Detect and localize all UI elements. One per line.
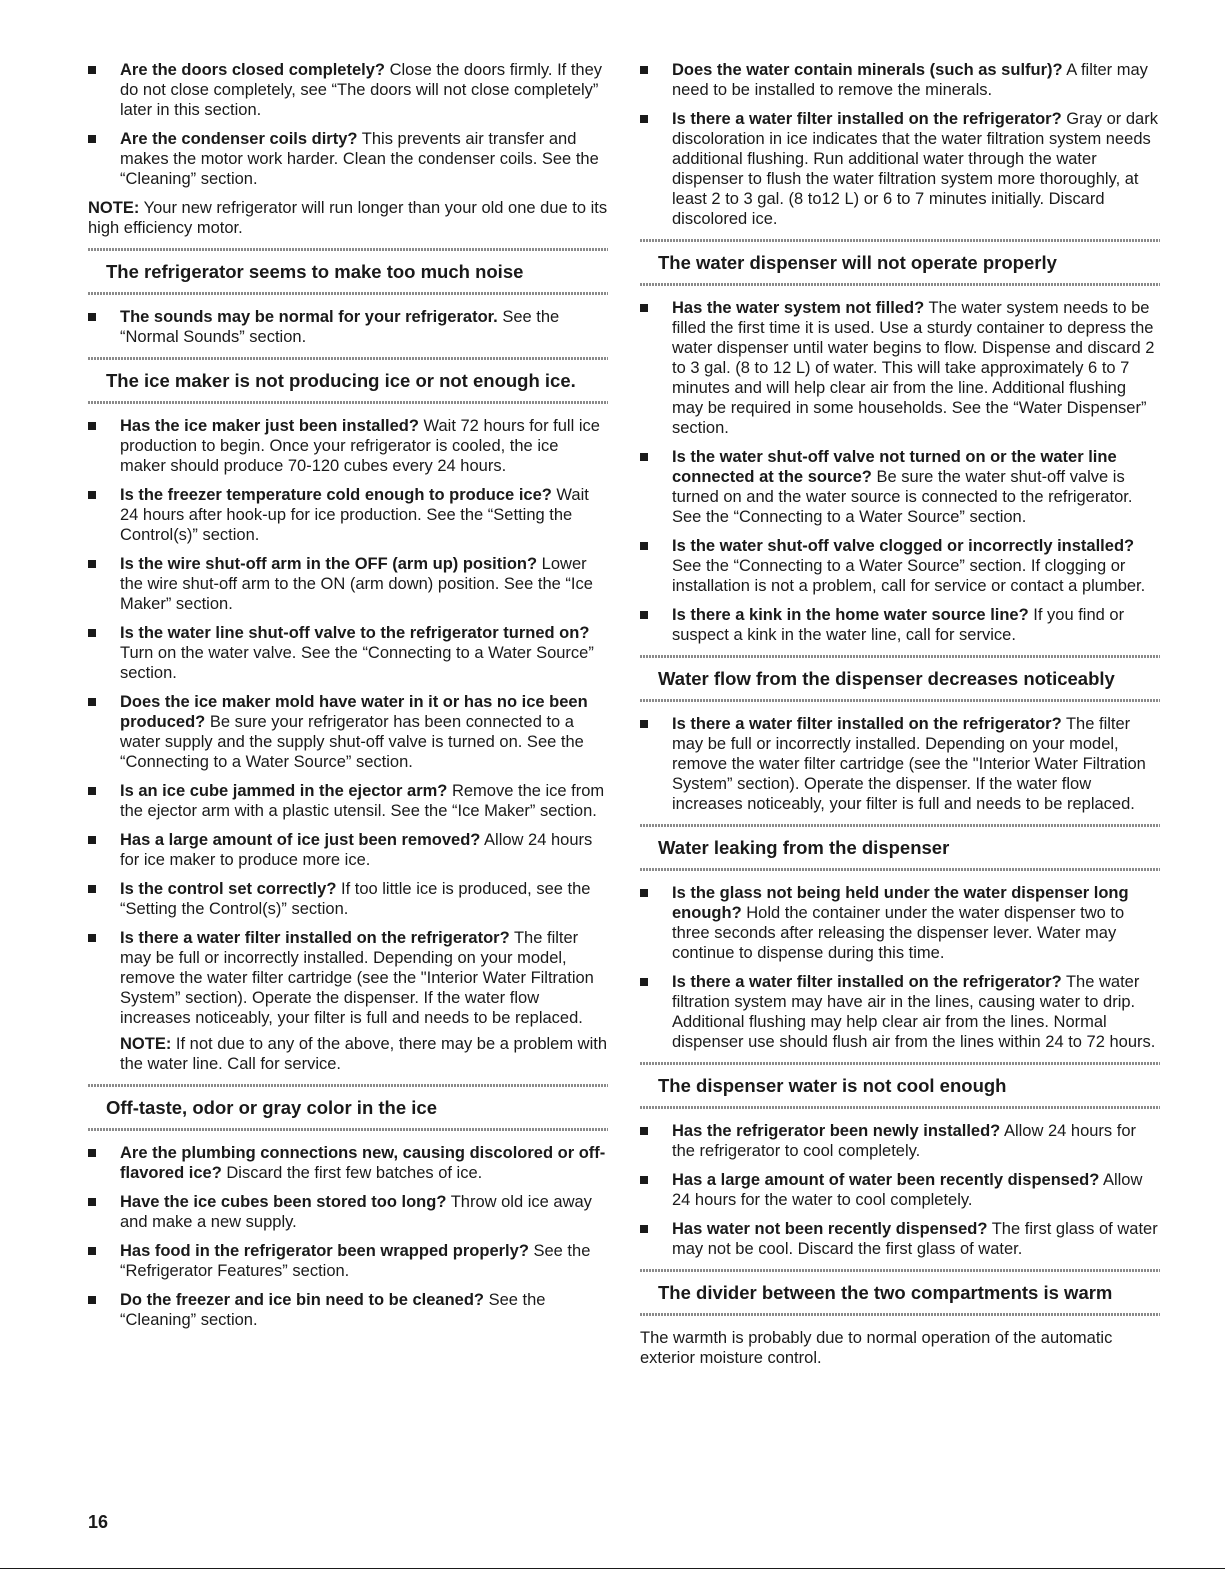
bullet-icon — [88, 836, 96, 844]
bullet-icon — [640, 1176, 648, 1184]
bullet-icon — [640, 304, 648, 312]
list-item — [640, 60, 1160, 100]
question-text: Is the water shut-off valve clogged or incorrectly installed? — [672, 537, 1135, 555]
question-text: Is there a water filter installed on the refrigerator? — [120, 929, 510, 947]
question-text: Is the control set correctly? — [120, 880, 337, 898]
answer-text: Wait 72 hours for full ice production to begin. Once your refrigerator is cooled, the ice maker should produce 70-120 cubes every 24 hours. — [120, 417, 600, 475]
section-title: The dispenser water is not cool enough — [658, 1075, 1007, 1096]
list-item — [88, 879, 608, 919]
question-text: Is the wire shut-off arm in the OFF (arm up) position? — [120, 555, 538, 573]
bullet-icon — [640, 611, 648, 619]
list-item — [88, 623, 608, 683]
answer-text: Close the doors firmly. If they do not close completely, see “The doors will not close completely” later in this section. — [120, 61, 603, 119]
list-item — [640, 714, 1160, 814]
bullet-icon — [88, 313, 96, 321]
answer-text: Be sure your refrigerator has been connected to a water supply and the supply shut-off valve is turned on. See the “Connecting to a Water Source” section. — [120, 713, 584, 771]
answer-text: If too little ice is produced, see the “Setting the Control(s)” section. — [120, 880, 591, 918]
list-item — [640, 447, 1160, 527]
bullet-icon — [640, 453, 648, 461]
list-item — [88, 692, 608, 772]
answer-text: See the “Refrigerator Features” section. — [120, 1242, 591, 1280]
question-text: Is an ice cube jammed in the ejector arm? — [120, 782, 448, 800]
note-text: If not due to any of the above, there may be a problem with the water line. Call for service. — [120, 1035, 608, 1073]
list-item — [88, 781, 608, 821]
answer-text: If you find or suspect a kink in the water line, call for service. — [672, 606, 1125, 644]
footer-divider — [0, 1568, 1225, 1569]
list-item — [88, 554, 608, 614]
question-text: Is there a water filter installed on the refrigerator? — [672, 973, 1062, 991]
question-text: Has food in the refrigerator been wrapped properly? — [120, 1242, 529, 1260]
note-paragraph — [88, 198, 608, 238]
left-column — [88, 60, 608, 1339]
question-text: Has a large amount of ice just been removed? — [120, 831, 481, 849]
bullet-icon — [88, 885, 96, 893]
question-text: Has water not been recently dispensed? — [672, 1220, 988, 1238]
bullet-icon — [640, 978, 648, 986]
question-text: Has the refrigerator been newly installed? — [672, 1122, 1001, 1140]
answer-text: The water filtration system may have air in the lines, causing water to drip. Additional flushing may help clear air from the lines. Normal dispenser use should flush air from the lines within 24 to 72 hours. — [672, 973, 1156, 1051]
question-text: Has the water system not filled? — [672, 299, 925, 317]
question-text: Are the condenser coils dirty? — [120, 130, 358, 148]
bullet-icon — [88, 422, 96, 430]
question-text: Have the ice cubes been stored too long? — [120, 1193, 447, 1211]
section-title: Off-taste, odor or gray color in the ice — [106, 1097, 437, 1118]
body-paragraph: The warmth is probably due to normal operation of the automatic exterior moisture control. — [640, 1329, 1113, 1367]
question-text: Are the plumbing connections new, causing discolored or off-flavored ice? — [120, 1144, 606, 1182]
bullet-icon — [88, 934, 96, 942]
question-text: Is the freezer temperature cold enough to produce ice? — [120, 486, 552, 504]
answer-text: Allow 24 hours for ice maker to produce more ice. — [120, 831, 593, 869]
section-title: The refrigerator seems to make too much noise — [106, 261, 524, 282]
page-number: 16 — [88, 1512, 109, 1532]
bullet-icon — [640, 1225, 648, 1233]
answer-text: Turn on the water valve. See the “Connecting to a Water Source” section. — [120, 644, 594, 682]
section-heading — [640, 1269, 1160, 1316]
list-item — [88, 60, 608, 120]
section-title: Water flow from the dispenser decreases noticeably — [658, 668, 1115, 689]
answer-text: Gray or dark discoloration in ice indicates that the water filtration system needs additional flushing. Run additional water through the water dispenser to flush the water filtration system more thoroughly, at least 2 to 3 gal. (8 to12 L) or 6 to 7 minutes initially. Discard discolored ice. — [672, 110, 1158, 228]
answer-text: See the “Normal Sounds” section. — [120, 308, 560, 346]
list-item — [88, 485, 608, 545]
list-item — [88, 928, 608, 1074]
list-item — [640, 605, 1160, 645]
answer-text: Allow 24 hours for the water to cool completely. — [672, 1171, 1143, 1209]
answer-text: The filter may be full or incorrectly installed. Depending on your model, remove the water filter cartridge (see the "Interior Water Filtration System” section). Operate the dispenser. If the water flow increases noticeably, your filter is full and needs to be replaced. — [672, 715, 1146, 813]
question-text: Do the freezer and ice bin need to be cleaned? — [120, 1291, 484, 1309]
question-text: Has the ice maker just been installed? — [120, 417, 419, 435]
bullet-icon — [88, 1296, 96, 1304]
question-text: Does the ice maker mold have water in it or has no ice been produced? — [120, 693, 588, 731]
section-heading — [88, 357, 608, 404]
question-text: The sounds may be normal for your refrigerator. — [120, 308, 498, 326]
section-heading — [640, 824, 1160, 871]
bullet-icon — [88, 560, 96, 568]
answer-text: Be sure the water shut-off valve is turned on and the water source is connected to the refrigerator. See the “Connecting to a Water Source” section. — [672, 468, 1133, 526]
list-item — [88, 1143, 608, 1183]
bullet-icon — [88, 491, 96, 499]
list-item — [640, 883, 1160, 963]
bullet-icon — [640, 542, 648, 550]
list-item — [88, 830, 608, 870]
answer-text: The first glass of water may not be cool. Discard the first glass of water. — [672, 1220, 1158, 1258]
bullet-icon — [640, 720, 648, 728]
section-title: The water dispenser will not operate properly — [658, 252, 1057, 273]
bullet-icon — [88, 1149, 96, 1157]
bullet-icon — [88, 66, 96, 74]
bullet-icon — [88, 1198, 96, 1206]
section-heading — [640, 239, 1160, 286]
note-text: Your new refrigerator will run longer than your old one due to its high efficiency motor. — [88, 199, 608, 237]
section-title: The divider between the two compartments is warm — [658, 1282, 1113, 1303]
question-text: Is there a kink in the home water source line? — [672, 606, 1029, 624]
answer-text: See the “Cleaning” section. — [120, 1291, 546, 1329]
answer-text: Hold the container under the water dispenser two to three seconds after releasing the dispenser lever. Water may continue to dispense during this time. — [672, 904, 1125, 962]
right-column — [640, 60, 1160, 1378]
bullet-icon — [88, 698, 96, 706]
list-item — [640, 1219, 1160, 1259]
bullet-icon — [640, 889, 648, 897]
answer-text: Discard the first few batches of ice. — [221, 1164, 483, 1182]
list-item — [640, 536, 1160, 596]
note-label: NOTE: — [120, 1035, 172, 1053]
bullet-icon — [88, 629, 96, 637]
question-text: Is the glass not being held under the water dispenser long enough? — [672, 884, 1129, 922]
bullet-icon — [88, 1247, 96, 1255]
answer-text: See the “Connecting to a Water Source” section. If clogging or installation is not a problem, call for service or contact a plumber. — [672, 557, 1146, 595]
answer-text: The water system needs to be filled the first time it is used. Use a sturdy container to depress the water dispenser until water begins to flow. Dispense and discard 2 to 3 gal. (8 to 12 L) of water. This will take approximately 6 to 7 minutes and will help clear air from the line. Additional flushing may be required in some households. See the “Water Dispenser” section. — [672, 299, 1155, 437]
question-text: Is the water line shut-off valve to the refrigerator turned on? — [120, 624, 590, 642]
note-label: NOTE: — [88, 199, 140, 217]
list-item — [640, 972, 1160, 1052]
answer-text: A filter may need to be installed to remove the minerals. — [672, 61, 1148, 99]
list-item — [640, 109, 1160, 229]
answer-text: This prevents air transfer and makes the motor work harder. Clean the condenser coils. See the “Cleaning” section. — [120, 130, 599, 188]
list-item — [88, 1192, 608, 1232]
answer-text: Allow 24 hours for the refrigerator to cool completely. — [672, 1122, 1137, 1160]
question-text: Is there a water filter installed on the refrigerator? — [672, 715, 1062, 733]
question-text: Does the water contain minerals (such as sulfur)? — [672, 61, 1063, 79]
section-heading — [640, 655, 1160, 702]
list-item — [88, 307, 608, 347]
bullet-icon — [640, 66, 648, 74]
question-text: Is the water shut-off valve not turned on or the water line connected at the source? — [672, 448, 1117, 486]
bullet-icon — [640, 1127, 648, 1135]
item-note — [120, 1034, 608, 1074]
answer-text: Lower the wire shut-off arm to the ON (arm down) position. See the “Ice Maker” section. — [120, 555, 593, 613]
question-text: Are the doors closed completely? — [120, 61, 385, 79]
list-item — [88, 1290, 608, 1330]
section-heading — [640, 1062, 1160, 1109]
list-item — [640, 298, 1160, 438]
answer-text: Wait 24 hours after hook-up for ice production. See the “Setting the Control(s)” section. — [120, 486, 589, 544]
answer-text: Remove the ice from the ejector arm with a plastic utensil. See the “Ice Maker” section. — [120, 782, 605, 820]
list-item — [88, 416, 608, 476]
section-title: Water leaking from the dispenser — [658, 837, 950, 858]
bullet-icon — [640, 115, 648, 123]
answer-text: Throw old ice away and make a new supply. — [120, 1193, 592, 1231]
list-item — [640, 1170, 1160, 1210]
section-title: The ice maker is not producing ice or not enough ice. — [106, 370, 576, 391]
bullet-icon — [88, 787, 96, 795]
section-heading — [88, 1084, 608, 1131]
bullet-icon — [88, 135, 96, 143]
question-text: Has a large amount of water been recently dispensed? — [672, 1171, 1100, 1189]
question-text: Is there a water filter installed on the refrigerator? — [672, 110, 1062, 128]
answer-text: The filter may be full or incorrectly installed. Depending on your model, remove the water filter cartridge (see the "Interior Water Filtration System” section). Operate the dispenser. If the water flow increases noticeably, your filter is full and needs to be replaced. — [120, 929, 594, 1027]
list-item — [88, 1241, 608, 1281]
list-item — [88, 129, 608, 189]
list-item — [640, 1121, 1160, 1161]
section-heading — [88, 248, 608, 295]
